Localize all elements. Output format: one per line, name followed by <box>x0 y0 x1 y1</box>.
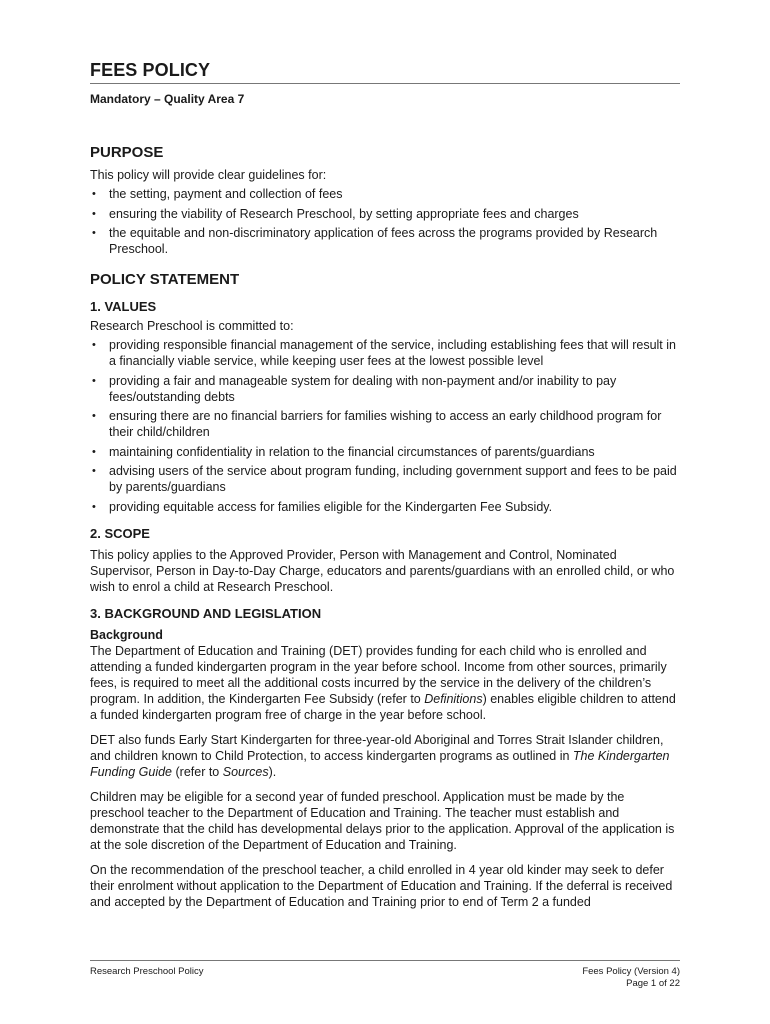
purpose-list <box>90 186 680 257</box>
purpose-intro: This policy will provide clear guidelines for: <box>90 168 327 182</box>
list-item: • ensuring there are no financial barriers for families wishing to access an early childhood program for their child/children <box>90 408 680 440</box>
page-title: FEES POLICY <box>90 58 680 84</box>
list-item: • the equitable and non-discriminatory application of fees across the programs provided by Research Preschool. <box>90 225 680 257</box>
scope-text: This policy applies to the Approved Provider, Person with Management and Control, Nominated Supervisor, Person in Day-to-Day Charge, educators and parents/guardians with an enrolled child, or who wish to enrol a child at Research Preschool. <box>90 547 675 594</box>
background-paragraph-4: On the recommendation of the preschool teacher, a child enrolled in 4 year old kinder may seek to defer their enrolment without application to the Department of Education and Training. If the deferral is received and accepted by the Department of Education and Training prior to end of Term 2 a funded <box>90 862 673 909</box>
list-item: • advising users of the service about program funding, including government support and fees to be paid by parents/guardians <box>90 463 680 495</box>
definitions-reference: Definitions <box>424 691 483 706</box>
text-run: The Department of Education and Training (DET) provides funding for each child who is enrolled and attending a funded kindergarten program in the year before school. Income from other sources, primarily fees, is required to meet all the additional costs incurred by the service in the delivery of the children’s program. In addition, the Kindergarten Fee Subsidy (refer to <box>90 643 667 706</box>
list-item: • maintaining confidentiality in relation to the financial circumstances of parents/guardians <box>90 444 680 460</box>
footer-document-name: Research Preschool Policy <box>90 966 204 977</box>
footer-version: Fees Policy (Version 4) <box>582 966 680 977</box>
scope-section <box>90 525 680 595</box>
text-run: ). <box>268 764 277 779</box>
sources-reference: Sources <box>222 764 269 779</box>
list-item: • providing responsible financial management of the service, including establishing fees that will result in a financially viable service, while keeping user fees at the lowest possible level <box>90 337 680 369</box>
values-list <box>90 337 680 515</box>
text-run: ) enables eligible children to attend a funded kindergarten program free of charge in the year before school. <box>90 691 676 722</box>
policy-statement-heading: POLICY STATEMENT <box>90 271 240 288</box>
background-subheading: Background <box>90 627 163 642</box>
funding-guide-reference: The Kindergarten Funding Guide <box>90 748 670 779</box>
values-section <box>90 298 680 515</box>
values-heading: 1. VALUES <box>90 299 157 314</box>
text-run: (refer to <box>172 764 223 779</box>
purpose-section <box>90 143 680 257</box>
document-page <box>90 58 680 910</box>
background-heading: 3. BACKGROUND AND LEGISLATION <box>90 605 322 621</box>
purpose-heading: PURPOSE <box>90 144 164 161</box>
footer-page-number: Page 1 of 22 <box>626 978 680 989</box>
list-item: • the setting, payment and collection of fees <box>90 186 680 202</box>
scope-heading: 2. SCOPE <box>90 525 150 541</box>
list-item: • providing a fair and manageable system for dealing with non-payment and/or inability to pay fees/outstanding debts <box>90 373 680 405</box>
background-paragraph-2 <box>90 732 680 780</box>
list-item: • ensuring the viability of Research Preschool, by setting appropriate fees and charges <box>90 206 680 222</box>
background-paragraph-3: Children may be eligible for a second year of funded preschool. Application must be made by the preschool teacher to the Department of Education and Training. The teacher must establish and demonstrate that the child has developmental delays prior to the application. Approval of the application is at the sole discretion of the Department of Education and Training. <box>90 789 675 852</box>
text-run: DET also funds Early Start Kindergarten for three-year-old Aboriginal and Torres Strait Islander children, and children known to Child Protection, to access kindergarten programs as outlined in <box>90 732 664 763</box>
values-intro: Research Preschool is committed to: <box>90 319 294 333</box>
list-item: • providing equitable access for families eligible for the Kindergarten Fee Subsidy. <box>90 499 680 515</box>
page-footer <box>90 960 680 989</box>
background-section <box>90 605 680 910</box>
policy-statement-section <box>90 270 680 910</box>
background-paragraph-1 <box>90 643 680 723</box>
page-subtitle: Mandatory – Quality Area 7 <box>90 92 245 106</box>
footer-version-page <box>582 966 680 990</box>
